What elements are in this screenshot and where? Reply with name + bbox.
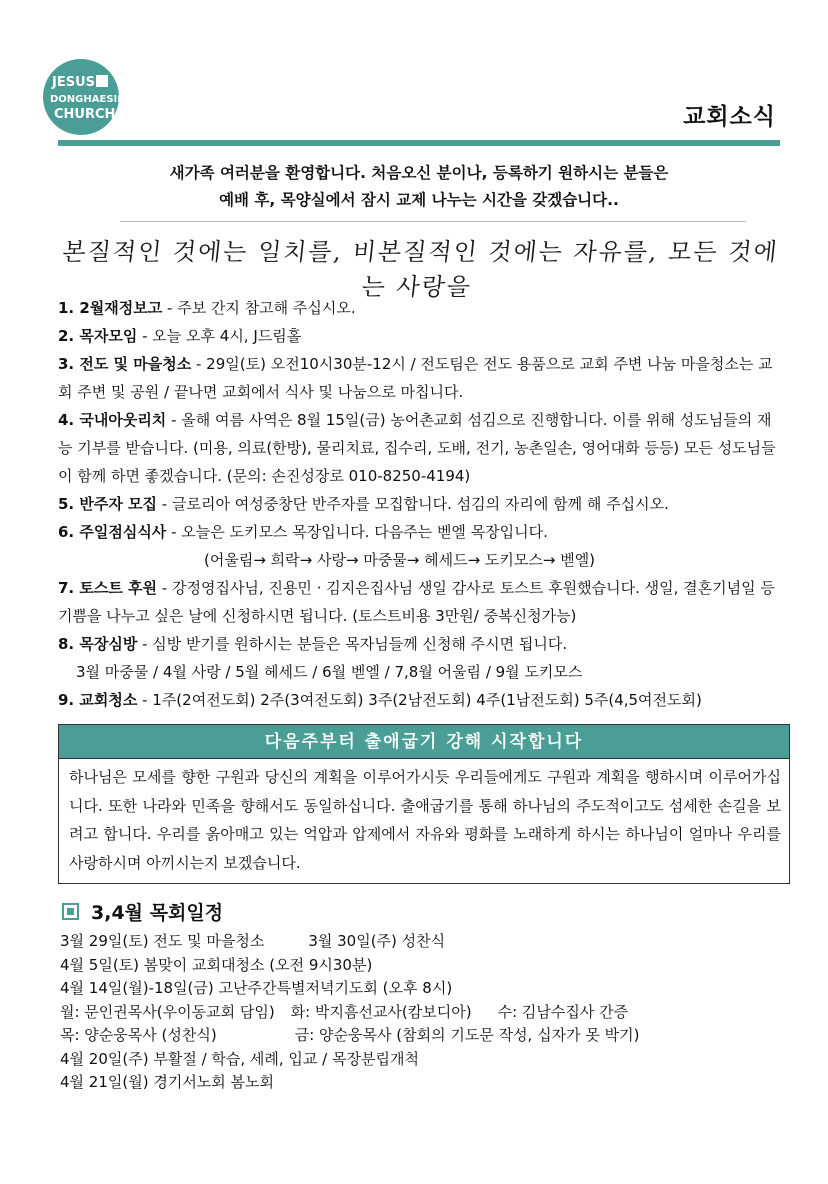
schedule-item: 금: 양순웅목사 (참회의 기도문 작성, 십자가 못 박기) — [294, 1026, 640, 1044]
notice-body: - 강정영집사님, 진용민 · 김지은집사님 생일 감사로 토스트 후원했습니다. 생일, 결혼기념일 등 기쁨을 나누고 싶은 날에 신청하시면 됩니다. (토스트비용 3만원/ 중복신청가능) — [58, 579, 775, 625]
notice-heading: 7. 토스트 후원 — [58, 579, 158, 597]
notice-item — [58, 294, 782, 322]
notice-body: - 글로리아 여성중창단 반주자를 모집합니다. 섬김의 자리에 함께 해 주십시오. — [157, 495, 669, 513]
welcome-line-2: 예배 후, 목양실에서 잠시 교제 나누는 시간을 갖겠습니다.. — [219, 191, 619, 209]
notice-item — [58, 322, 782, 350]
schedule-row — [60, 930, 788, 954]
notice-subline: (어울림→ 희락→ 사랑→ 마중물→ 헤세드→ 도키모스→ 벧엘) — [204, 551, 596, 569]
schedule-item: 목: 양순웅목사 (성찬식) — [60, 1026, 217, 1044]
notice-item — [58, 350, 782, 406]
schedule-list — [60, 930, 788, 1095]
schedule-row — [60, 1001, 788, 1025]
announcement-box — [58, 724, 790, 884]
notice-heading: 4. 국내아웃리치 — [58, 411, 167, 429]
announcement-title: 다음주부터 출애굽기 강해 시작합니다 — [59, 725, 789, 759]
notice-item — [58, 686, 782, 714]
notice-heading: 5. 반주자 모집 — [58, 495, 158, 513]
schedule-item: 월: 문인권목사(우이동교회 담임) — [60, 1002, 275, 1021]
page-title: 교회소식 — [683, 104, 776, 130]
schedule-row — [60, 1071, 788, 1095]
welcome-line-1: 새가족 여러분을 환영합니다. 처음오신 분이나, 등록하기 원하시는 분들은 — [169, 164, 669, 182]
notice-body: - 1주(2여전도회) 2주(3여전도회) 3주(2남전도회) 4주(1남전도회) 5주(4,5여전도회) — [137, 691, 702, 709]
schedule-row — [60, 954, 788, 978]
notice-heading: 1. 2월재정보고 — [58, 299, 163, 317]
notice-body: - 오늘 오후 4시, J드림홀 — [137, 327, 302, 345]
svg-text:CHURCH: CHURCH — [54, 107, 116, 122]
notice-heading: 8. 목장심방 — [58, 635, 138, 653]
notice-item — [58, 574, 782, 630]
notice-heading: 6. 주일점심식사 — [58, 523, 167, 541]
title-divider — [58, 140, 780, 146]
schedule-item: 3월 30일(주) 성찬식 — [308, 932, 446, 950]
schedule-item: 4월 14일(월)-18일(금) 고난주간특별저녁기도회 (오후 8시) — [60, 979, 453, 997]
schedule-item: 수: 김남수집사 간증 — [497, 1002, 629, 1021]
square-bullet-icon — [62, 903, 79, 920]
schedule-heading — [62, 898, 223, 925]
schedule-title: 3,4월 목회일정 — [91, 902, 224, 924]
svg-text:JESUS: JESUS — [52, 75, 95, 90]
announcement-body: 하나님은 모세를 향한 구원과 당신의 계획을 이루어가시듯 우리들에게도 구원과 계획을 행하시며 이루어가십니다. 또한 나라와 민족을 향해서도 동일하십니다. 출애굽기를 통해 하나님의 주도적이고도 섬세한 손길을 보려고 합니다. 우리를 옭아매고 있는 억압과 압제에서 자유와 평화를 노래하게 하시는 하나님이 얼마나 우리를 사랑하시며 아끼시는지 보겠습니다. — [69, 768, 781, 872]
notice-item — [58, 406, 782, 490]
welcome-message — [58, 160, 780, 214]
schedule-item: 4월 20일(주) 부활절 / 학습, 세례, 입교 / 목장분립개척 — [60, 1049, 419, 1068]
notice-item — [58, 490, 782, 518]
schedule-row — [60, 977, 788, 1001]
schedule-item: 4월 5일(토) 봄맞이 교회대청소 (오전 9시30분) — [60, 955, 373, 974]
schedule-item: 4월 21일(월) 경기서노회 봄노회 — [60, 1073, 275, 1091]
notice-heading: 2. 목자모임 — [58, 327, 138, 345]
schedule-row — [60, 1048, 788, 1072]
notice-body: - 주보 간지 참고해 주십시오. — [162, 299, 356, 317]
notice-subline: 3월 마중물 / 4월 사랑 / 5월 헤세드 / 6월 벧엘 / 7,8월 어울림 / 9월 도키모스 — [76, 663, 583, 681]
notice-heading: 3. 전도 및 마을청소 — [58, 355, 192, 373]
svg-text:DONGHAESIL: DONGHAESIL — [50, 94, 120, 105]
notice-heading: 9. 교회청소 — [58, 691, 138, 709]
schedule-item: 3월 29일(토) 전도 및 마을청소 — [60, 932, 265, 950]
notice-item — [58, 630, 782, 658]
notice-body: - 29일(토) 오전10시30분-12시 / 전도팀은 전도 용품으로 교회 주변 나눔 마을청소는 교회 주변 및 공원 / 끝나면 교회에서 식사 및 나눔으로 마칩니다. — [58, 355, 773, 401]
church-logo — [42, 58, 120, 136]
notice-body: - 오늘은 도키모스 목장입니다. 다음주는 벧엘 목장입니다. — [166, 523, 548, 541]
schedule-item: 화: 박지흠선교사(캄보디아) — [290, 1002, 472, 1021]
divider — [120, 221, 746, 222]
schedule-row — [60, 1024, 788, 1048]
notice-body: - 심방 받기를 원하시는 분들은 목자님들께 신청해 주시면 됩니다. — [137, 635, 568, 653]
notice-body: - 올해 여름 사역은 8월 15일(금) 농어촌교회 섬김으로 진행합니다. 이를 위해 성도님들의 재능 기부를 받습니다. (미용, 의료(한방), 물리치료, 집수리, 도배, 전기, 농촌일손, 영어대화 등등) 모든 성도님들이 함께 하면 좋겠습니다. (문의: 손진성장로 010-8250-4194) — [58, 411, 776, 485]
notice-item — [58, 518, 782, 546]
church-motto: 본질적인 것에는 일치를, 비본질적인 것에는 자유를, 모든 것에는 사랑을 — [60, 238, 781, 301]
notice-list — [58, 294, 782, 714]
